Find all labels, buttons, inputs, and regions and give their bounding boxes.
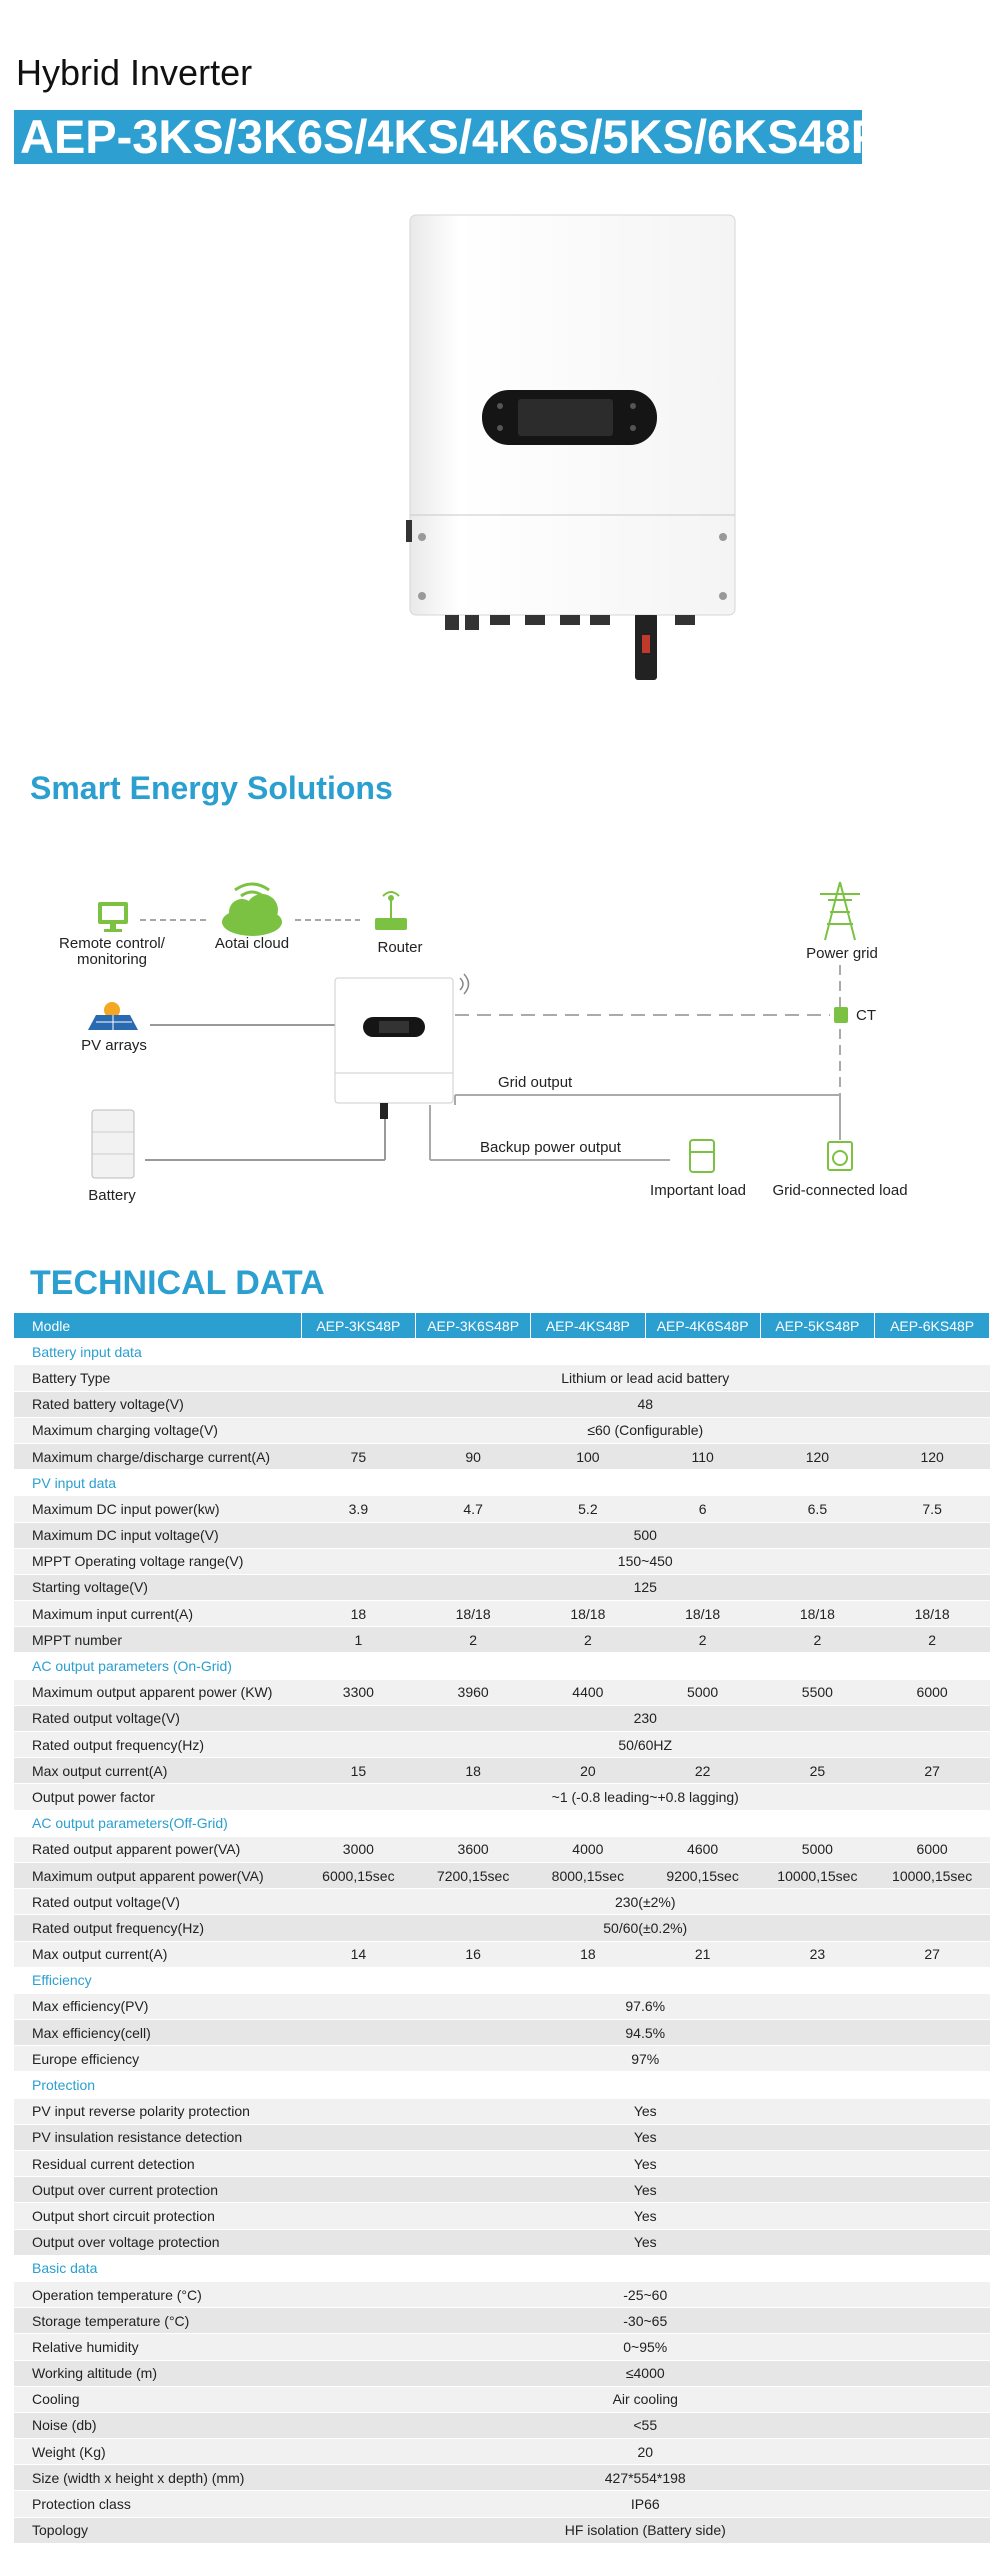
row-label: Maximum DC input voltage(V) <box>14 1522 301 1548</box>
table-section-row <box>14 1339 990 1365</box>
table-row <box>14 2491 990 2517</box>
table-row <box>14 1862 990 1888</box>
row-label: Maximum output apparent power (KW) <box>14 1679 301 1705</box>
row-label: PV input reverse polarity protection <box>14 2098 301 2124</box>
important-load-icon <box>690 1140 714 1172</box>
row-value: 27 <box>875 1758 990 1784</box>
row-label: Rated battery voltage(V) <box>14 1391 301 1417</box>
row-value: HF isolation (Battery side) <box>301 2517 990 2543</box>
table-row <box>14 1417 990 1443</box>
label-cloud: Aotai cloud <box>214 935 290 952</box>
table-row <box>14 2517 990 2543</box>
row-value: 2 <box>416 1627 531 1653</box>
table-row <box>14 2046 990 2072</box>
row-value: 2 <box>760 1627 875 1653</box>
row-value: 97.6% <box>301 1993 990 2019</box>
row-value: 50/60(±0.2%) <box>301 1915 990 1941</box>
row-value: 3600 <box>416 1836 531 1862</box>
router-icon <box>375 892 407 930</box>
row-value: Yes <box>301 2098 990 2124</box>
row-value: 18 <box>301 1601 416 1627</box>
row-value: ≤60 (Configurable) <box>301 1417 990 1443</box>
row-value: 1 <box>301 1627 416 1653</box>
label-pv: PV arrays <box>81 1037 147 1054</box>
row-value: 18/18 <box>875 1601 990 1627</box>
row-value: 150~450 <box>301 1548 990 1574</box>
section-title-technical: TECHNICAL DATA <box>30 1264 325 1302</box>
row-value: 6.5 <box>760 1496 875 1522</box>
label-important-load: Important load <box>650 1182 746 1199</box>
row-label: Maximum DC input power(kw) <box>14 1496 301 1522</box>
row-label: Operation temperature (°C) <box>14 2281 301 2307</box>
table-row <box>14 2151 990 2177</box>
row-value: 125 <box>301 1574 990 1600</box>
row-label: Output over current protection <box>14 2177 301 2203</box>
row-label: Output short circuit protection <box>14 2203 301 2229</box>
section-label: AC output parameters (On-Grid) <box>14 1653 990 1679</box>
technical-data-table <box>14 1313 990 2544</box>
row-label: Storage temperature (°C) <box>14 2308 301 2334</box>
row-label: Topology <box>14 2517 301 2543</box>
table-section-row <box>14 1810 990 1836</box>
row-value: <55 <box>301 2412 990 2438</box>
table-row <box>14 1889 990 1915</box>
row-label: Rated output voltage(V) <box>14 1705 301 1731</box>
row-value: 5.2 <box>531 1496 646 1522</box>
row-value: 16 <box>416 1941 531 1967</box>
table-row <box>14 2308 990 2334</box>
row-value: 75 <box>301 1443 416 1469</box>
row-label: Europe efficiency <box>14 2046 301 2072</box>
row-label: Starting voltage(V) <box>14 1574 301 1600</box>
row-value: IP66 <box>301 2491 990 2517</box>
row-value: 5000 <box>760 1836 875 1862</box>
row-value: 18/18 <box>416 1601 531 1627</box>
table-row <box>14 1705 990 1731</box>
table-row <box>14 2098 990 2124</box>
row-value: 20 <box>531 1758 646 1784</box>
row-value: 10000,15sec <box>760 1862 875 1888</box>
row-value: 94.5% <box>301 2020 990 2046</box>
ct-icon <box>834 1007 848 1023</box>
row-label: Max efficiency(cell) <box>14 2020 301 2046</box>
row-label: Rated output frequency(Hz) <box>14 1915 301 1941</box>
row-value: 3960 <box>416 1679 531 1705</box>
table-section-row <box>14 1967 990 1993</box>
power-grid-icon <box>820 882 860 940</box>
table-row <box>14 1627 990 1653</box>
row-value: 4600 <box>645 1836 760 1862</box>
row-value: 97% <box>301 2046 990 2072</box>
row-value: 9200,15sec <box>645 1862 760 1888</box>
section-label: Protection <box>14 2072 990 2098</box>
row-value: 18 <box>416 1758 531 1784</box>
table-row <box>14 1732 990 1758</box>
row-value: 4000 <box>531 1836 646 1862</box>
header-model: AEP-4KS48P <box>531 1313 646 1339</box>
label-router: Router <box>377 939 423 956</box>
table-row <box>14 1758 990 1784</box>
row-value: 5500 <box>760 1679 875 1705</box>
header-model: AEP-5KS48P <box>760 1313 875 1339</box>
table-row <box>14 1522 990 1548</box>
row-label: Maximum output apparent power(VA) <box>14 1862 301 1888</box>
table-row <box>14 1574 990 1600</box>
table-row <box>14 1679 990 1705</box>
row-label: Maximum charging voltage(V) <box>14 1417 301 1443</box>
row-value: 18 <box>531 1941 646 1967</box>
grid-load-icon <box>828 1142 852 1170</box>
table-row <box>14 2203 990 2229</box>
row-value: 6000 <box>875 1679 990 1705</box>
header-model: AEP-6KS48P <box>875 1313 990 1339</box>
row-value: 50/60HZ <box>301 1732 990 1758</box>
label-remote-1: Remote control/ <box>59 935 165 952</box>
table-row <box>14 1941 990 1967</box>
label-grid-load: Grid-connected load <box>772 1182 908 1199</box>
row-value: 48 <box>301 1391 990 1417</box>
row-label: Cooling <box>14 2386 301 2412</box>
section-title-smart-energy: Smart Energy Solutions <box>30 770 393 806</box>
row-value: Yes <box>301 2229 990 2255</box>
label-battery: Battery <box>88 1187 136 1204</box>
row-value: 7200,15sec <box>416 1862 531 1888</box>
row-value: 25 <box>760 1758 875 1784</box>
row-value: 23 <box>760 1941 875 1967</box>
row-label: Battery Type <box>14 1365 301 1391</box>
row-value: 427*554*198 <box>301 2465 990 2491</box>
row-value: Lithium or lead acid battery <box>301 1365 990 1391</box>
row-value: 3.9 <box>301 1496 416 1522</box>
row-value: 3000 <box>301 1836 416 1862</box>
row-value: 22 <box>645 1758 760 1784</box>
row-value: 0~95% <box>301 2334 990 2360</box>
row-label: Relative humidity <box>14 2334 301 2360</box>
row-value: ≤4000 <box>301 2360 990 2386</box>
row-value: 120 <box>875 1443 990 1469</box>
label-grid-output: Grid output <box>498 1074 573 1091</box>
row-value: 7.5 <box>875 1496 990 1522</box>
section-label: Battery input data <box>14 1339 990 1365</box>
inverter-icon <box>335 974 469 1119</box>
row-label: Max output current(A) <box>14 1941 301 1967</box>
table-row <box>14 2412 990 2438</box>
row-value: 4400 <box>531 1679 646 1705</box>
table-row <box>14 1365 990 1391</box>
row-label: Output power factor <box>14 1784 301 1810</box>
table-row <box>14 2334 990 2360</box>
row-value: -25~60 <box>301 2281 990 2307</box>
table-row <box>14 2020 990 2046</box>
table-row <box>14 2124 990 2150</box>
row-value: 8000,15sec <box>531 1862 646 1888</box>
page-title: Hybrid Inverter <box>16 52 253 93</box>
row-value: 110 <box>645 1443 760 1469</box>
solar-panel-icon <box>88 1002 138 1030</box>
row-value: Yes <box>301 2177 990 2203</box>
table-row <box>14 2465 990 2491</box>
row-label: Maximum charge/discharge current(A) <box>14 1443 301 1469</box>
row-value: 6 <box>645 1496 760 1522</box>
table-row <box>14 1601 990 1627</box>
row-value: 4.7 <box>416 1496 531 1522</box>
row-value: 15 <box>301 1758 416 1784</box>
table-row <box>14 1784 990 1810</box>
row-value: Yes <box>301 2151 990 2177</box>
row-label: Output over voltage protection <box>14 2229 301 2255</box>
row-value: Yes <box>301 2203 990 2229</box>
row-value: 120 <box>760 1443 875 1469</box>
header-model: AEP-3K6S48P <box>416 1313 531 1339</box>
table-row <box>14 1548 990 1574</box>
row-value: 21 <box>645 1941 760 1967</box>
section-label: Efficiency <box>14 1967 990 1993</box>
table-row <box>14 1836 990 1862</box>
row-value: 6000 <box>875 1836 990 1862</box>
row-value: 3300 <box>301 1679 416 1705</box>
row-label: Protection class <box>14 2491 301 2517</box>
cloud-icon <box>222 884 282 936</box>
table-row <box>14 2177 990 2203</box>
inverter-product-image <box>390 210 760 690</box>
section-label: Basic data <box>14 2255 990 2281</box>
model-number: AEP-3KS/3K6S/4KS/4K6S/5KS/6KS48P <box>20 110 883 163</box>
section-label: AC output parameters(Off-Grid) <box>14 1810 990 1836</box>
row-label: Noise (db) <box>14 2412 301 2438</box>
row-value: 230 <box>301 1705 990 1731</box>
row-value: 18/18 <box>645 1601 760 1627</box>
table-section-row <box>14 2072 990 2098</box>
row-label: Rated output voltage(V) <box>14 1889 301 1915</box>
row-value: 2 <box>875 1627 990 1653</box>
row-value: 2 <box>645 1627 760 1653</box>
row-label: PV insulation resistance detection <box>14 2124 301 2150</box>
table-section-row <box>14 1470 990 1496</box>
table-row <box>14 1391 990 1417</box>
header-model: AEP-4K6S48P <box>645 1313 760 1339</box>
row-label: Rated output apparent power(VA) <box>14 1836 301 1862</box>
table-section-row <box>14 1653 990 1679</box>
row-value: Air cooling <box>301 2386 990 2412</box>
row-label: Weight (Kg) <box>14 2439 301 2465</box>
row-label: MPPT number <box>14 1627 301 1653</box>
row-label: Residual current detection <box>14 2151 301 2177</box>
header-model: AEP-3KS48P <box>301 1313 416 1339</box>
battery-icon <box>92 1110 134 1178</box>
row-value: 14 <box>301 1941 416 1967</box>
section-label: PV input data <box>14 1470 990 1496</box>
row-value: 5000 <box>645 1679 760 1705</box>
row-value: ~1 (-0.8 leading~+0.8 lagging) <box>301 1784 990 1810</box>
row-value: -30~65 <box>301 2308 990 2334</box>
row-value: 10000,15sec <box>875 1862 990 1888</box>
table-row <box>14 1993 990 2019</box>
table-row <box>14 2386 990 2412</box>
table-header-row <box>14 1313 990 1339</box>
row-label: Max output current(A) <box>14 1758 301 1784</box>
table-row <box>14 1443 990 1469</box>
row-label: Working altitude (m) <box>14 2360 301 2386</box>
row-value: 6000,15sec <box>301 1862 416 1888</box>
label-remote-2: monitoring <box>76 951 148 968</box>
row-label: Size (width x height x depth) (mm) <box>14 2465 301 2491</box>
row-label: MPPT Operating voltage range(V) <box>14 1548 301 1574</box>
table-row <box>14 2281 990 2307</box>
row-value: Yes <box>301 2124 990 2150</box>
row-label: Max efficiency(PV) <box>14 1993 301 2019</box>
row-value: 500 <box>301 1522 990 1548</box>
row-value: 18/18 <box>531 1601 646 1627</box>
label-backup: Backup power output <box>480 1139 621 1156</box>
row-value: 230(±2%) <box>301 1889 990 1915</box>
row-value: 20 <box>301 2439 990 2465</box>
table-row <box>14 2439 990 2465</box>
row-label: Rated output frequency(Hz) <box>14 1732 301 1758</box>
label-ct: CT <box>856 1007 876 1024</box>
row-value: 27 <box>875 1941 990 1967</box>
row-value: 18/18 <box>760 1601 875 1627</box>
table-row <box>14 1915 990 1941</box>
row-value: 90 <box>416 1443 531 1469</box>
energy-system-diagram <box>30 860 980 1220</box>
table-row <box>14 2229 990 2255</box>
row-value: 100 <box>531 1443 646 1469</box>
header-label: Modle <box>14 1313 301 1339</box>
label-power-grid: Power grid <box>806 945 878 962</box>
row-value: 2 <box>531 1627 646 1653</box>
monitor-icon <box>98 902 128 932</box>
table-row <box>14 1496 990 1522</box>
table-section-row <box>14 2255 990 2281</box>
row-label: Maximum input current(A) <box>14 1601 301 1627</box>
table-row <box>14 2360 990 2386</box>
